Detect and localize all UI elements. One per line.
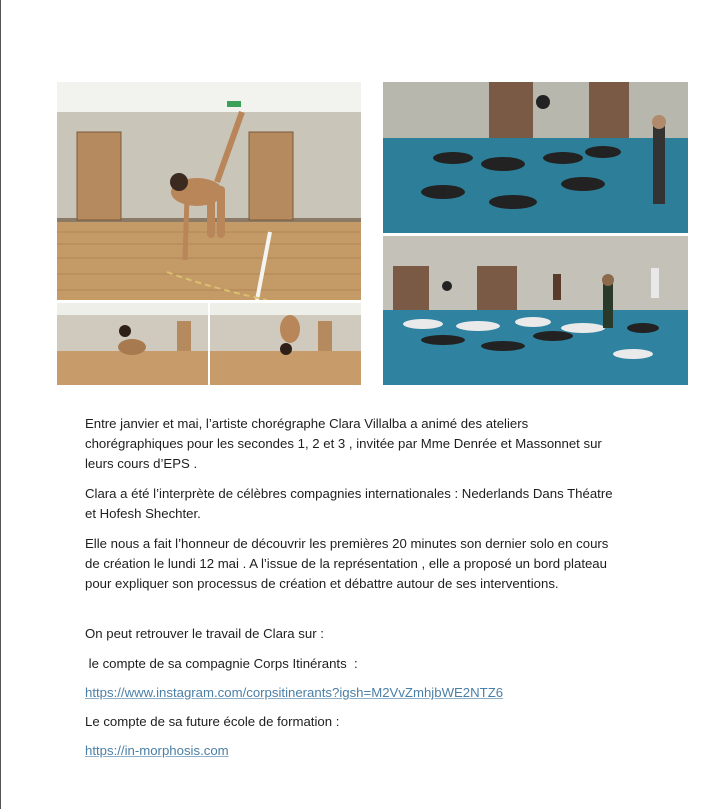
dancer-crouch-photo [57, 303, 208, 385]
students-lying-photo [383, 236, 688, 385]
intro-paragraph: Entre janvier et mai, l’artiste chorégraphe Clara Villalba a animé des ateliers chorégraphiques pour les secondes 1, 2 et 3 , invitée par Mme Denrée et Massonnet sur leurs cours d’EPS . [85, 416, 602, 471]
company-account-paragraph: le compte de sa compagnie Corps Itinérants : [85, 656, 358, 671]
dancer-solo-photo [57, 82, 361, 300]
school-account-paragraph: Le compte de sa future école de formation : [85, 714, 340, 729]
instagram-link-line [85, 683, 625, 703]
website-link-line [85, 741, 625, 761]
find-work-paragraph: On peut retrouver le travail de Clara sur : [85, 626, 324, 641]
workshop-floor-photo [383, 82, 688, 233]
dancer-bend-photo [210, 303, 361, 385]
in-morphosis-link[interactable]: https://in-morphosis.com [85, 743, 229, 758]
page-left-edge [0, 0, 1, 809]
instagram-link[interactable]: https://www.instagram.com/corpsitinerants?igsh=M2VvZmhjbWE2NTZ6 [85, 685, 504, 700]
career-paragraph: Clara a été l’interprète de célèbres compagnies internationales : Nederlands Dans Théatre et Hofesh Shechter. [85, 486, 613, 521]
performance-paragraph: Elle nous a fait l’honneur de découvrir les premières 20 minutes son dernier solo en cours de création le lundi 12 mai . A l’issue de la représentation , elle a proposé un bord plateau pour expliquer son processus de création et débattre autour de ses interventions. [85, 536, 609, 591]
